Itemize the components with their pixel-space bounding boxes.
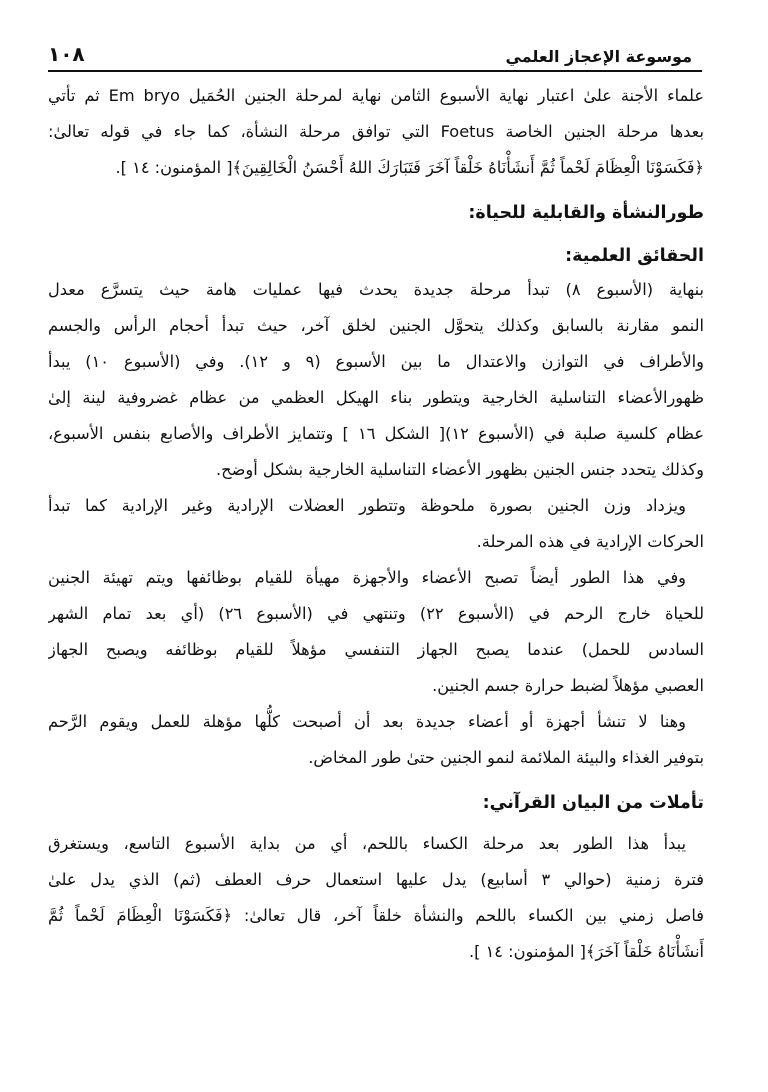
text-line: السادس للحمل) عندما يصبح الجهاز التنفسي مؤهلاً للقيام بوظائفه ويصبح الجهاز bbox=[48, 640, 704, 659]
text-line: وفي هذا الطور أيضاً تصبح الأعضاء والأجهزة مهيأة للقيام بوظائفها ويتم تهيئة الجنين bbox=[48, 568, 686, 587]
page-header bbox=[48, 34, 692, 66]
text-line: بنهاية (الأسبوع ٨) تبدأ مرحلة جديدة يحدث فيها عمليات هامة حيث يتسرَّع معدل bbox=[48, 280, 704, 299]
subsection-heading: الحقائق العلمية: bbox=[565, 246, 704, 266]
section-heading: تأملات من البيان القرآني: bbox=[482, 793, 704, 813]
text-line: عظام كلسية صلبة في (الأسبوع ١٢)[ الشكل ١٦ ] وتتمايز الأطراف والأصابع بنفس الأسبوع، bbox=[48, 424, 704, 443]
text-line: النمو مقارنة بالسابق وكذلك يتحوَّل الجنين لخلق آخر، حيث تبدأ أحجام الرأس والجسم bbox=[48, 316, 704, 335]
text-line: وهنا لا تنشأ أجهزة أو أعضاء جديدة بعد أن أصبحت كلُّها مؤهلة للعمل ويقوم الرَّحم bbox=[48, 712, 686, 731]
text-line: ويزداد وزن الجنين بصورة ملحوظة وتتطور العضلات الإرادية وغير الإرادية كما تبدأ bbox=[48, 496, 686, 515]
text-line: الحركات الإرادية في هذه المرحلة. bbox=[476, 532, 704, 551]
text-line: فاصل زمني بين الكساء باللحم والنشأة خلقاً آخر، قال تعالىٰ: ﴿فَكَسَوْنَا الْعِظَامَ لَحْماً ثُمَّ bbox=[48, 906, 704, 925]
section-heading: طورالنشأة والقابلية للحياة: bbox=[468, 203, 704, 223]
quran-verse: أَنشَأْنَاهُ خَلْقاً آخَرَ﴾[ المؤمنون: ١٤ ]. bbox=[468, 942, 704, 961]
text-line: والأطراف في التوازن والاعتدال ما بين الأسبوع (٩ و ١٢). وفي (الأسبوع ١٠) يبدأ bbox=[48, 352, 704, 371]
text-line: فترة زمنية (حوالي ٣ أسابيع) يدل عليها استعمال حرف العطف (ثم) الذي يدل علىٰ bbox=[48, 870, 704, 889]
text-line: للحياة خارج الرحم في (الأسبوع ٢٢) وتنتهي في (الأسبوع ٢٦) (أي بعد تمام الشهر bbox=[48, 604, 704, 623]
page-number: ١٠٨ bbox=[48, 42, 85, 66]
book-title: موسوعة الإعجاز العلمي bbox=[505, 47, 692, 66]
text-line: يبدأ هذا الطور بعد مرحلة الكساء باللحم، أي من بداية الأسبوع التاسع، ويستغرق bbox=[48, 834, 686, 853]
text-line: بتوفير الغذاء والبيئة الملائمة لنمو الجنين حتىٰ طور المخاض. bbox=[308, 748, 704, 767]
quran-verse: ﴿فَكَسَوْنَا الْعِظَامَ لَحْماً ثُمَّ أَنشَأْنَاهُ خَلْقاً آخَرَ فَتَبَارَكَ اللهُ أَحْسَنُ الْخَالِقِينَ﴾[ المؤمنون: ١٤ ]. bbox=[115, 158, 704, 177]
text-line: بعدها مرحلة الجنين الخاصة Foetus التي توافق مرحلة النشأة، كما جاء في قوله تعالىٰ: bbox=[48, 122, 704, 141]
body-text bbox=[48, 78, 704, 1072]
text-line: العصبي مؤهلاً لضبط حرارة جسم الجنين. bbox=[432, 676, 704, 695]
header-rule bbox=[48, 70, 702, 72]
text-line: وكذلك يتحدد جنس الجنين بظهور الأعضاء التناسلية الخارجية بشكل أوضح. bbox=[216, 460, 704, 479]
text-line: علماء الأجنة علىٰ اعتبار نهاية الأسبوع الثامن نهاية لمرحلة الجنين الحُمَيل Em bryo ثم تأتي bbox=[48, 86, 704, 105]
text-line: ظهورالأعضاء التناسلية الخارجية ويتطور بناء الهيكل العظمي من عظام غضروفية لينة إلىٰ bbox=[48, 388, 704, 407]
